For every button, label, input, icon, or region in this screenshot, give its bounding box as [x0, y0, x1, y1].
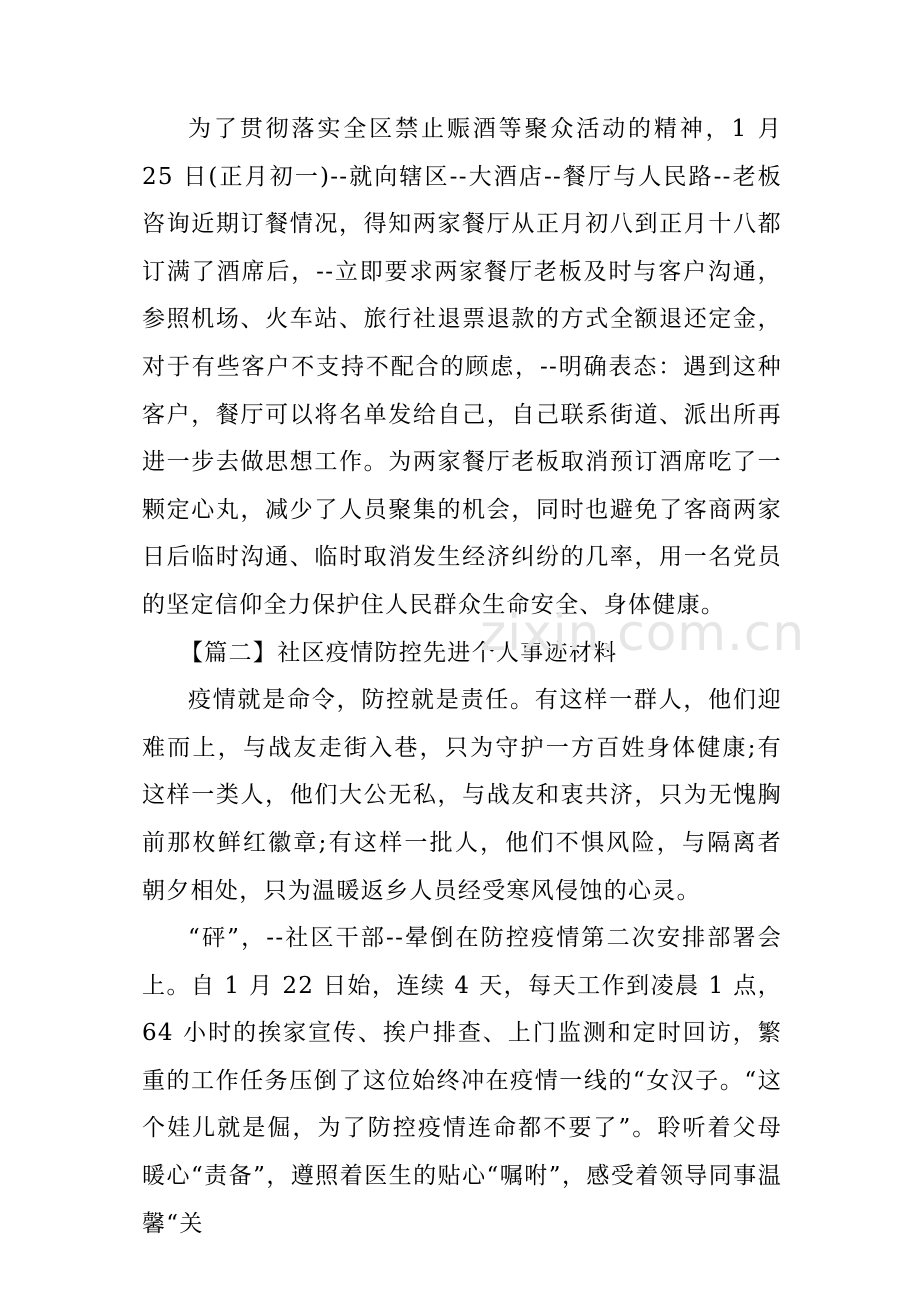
paragraph: 疫情就是命令，防控就是责任。有这样一群人，他们迎难而上，与战友走街入巷，只为守护一方百姓身体健康;有这样一类人，他们大公无私，与战友和衷共济，只为无愧胸前那枚鲜红徽章;有这样一批人，他们不惧风险，与隔离者朝夕相处，只为温暖返乡人员经受寒风侵蚀的心灵。 — [142, 687, 782, 904]
paragraph: “砰”，--社区干部--晕倒在防控疫情第二次安排部署会上。自 1 月 22 日始，连续 4 天，每天工作到凌晨 1 点，64 小时的挨家宣传、挨户排查、上门监测和定时回访，繁重的工作任务压倒了这位始终冲在疫情一线的“女汉子。“这个娃儿就是倔，为了防控疫情连命都不要了”。聆听着父母暖心“责备”，遵照着医生的贴心“嘱咐”，感受着领导同事温馨“关 — [142, 925, 782, 1237]
document-body — [142, 106, 782, 1248]
paragraph: 为了贯彻落实全区禁止赈酒等聚众活动的精神，1 月 25 日(正月初一)--就向辖区--大酒店--餐厅与人民路--老板咨询近期订餐情况，得知两家餐厅从正月初八到正月十八都订满了酒席后，--立即要求两家餐厅老板及时与客户沟通，参照机场、火车站、旅行社退票退款的方式全额退还定金，对于有些客户不支持不配合的顾虑，--明确表态：遇到这种客户，餐厅可以将名单发给自己，自己联系街道、派出所再进一步去做思想工作。为两家餐厅老板取消预订酒席吃了一颗定心丸，减少了人员聚集的机会，同时也避免了客商两家日后临时沟通、临时取消发生经济纠纷的几率，用一名党员的坚定信仰全力保护住人民群众生命安全、身体健康。 — [142, 116, 782, 618]
section-heading: 【篇二】社区疫情防控先进个人事迹材料 — [180, 639, 618, 666]
watermark: zixin.com.cn — [480, 604, 806, 662]
